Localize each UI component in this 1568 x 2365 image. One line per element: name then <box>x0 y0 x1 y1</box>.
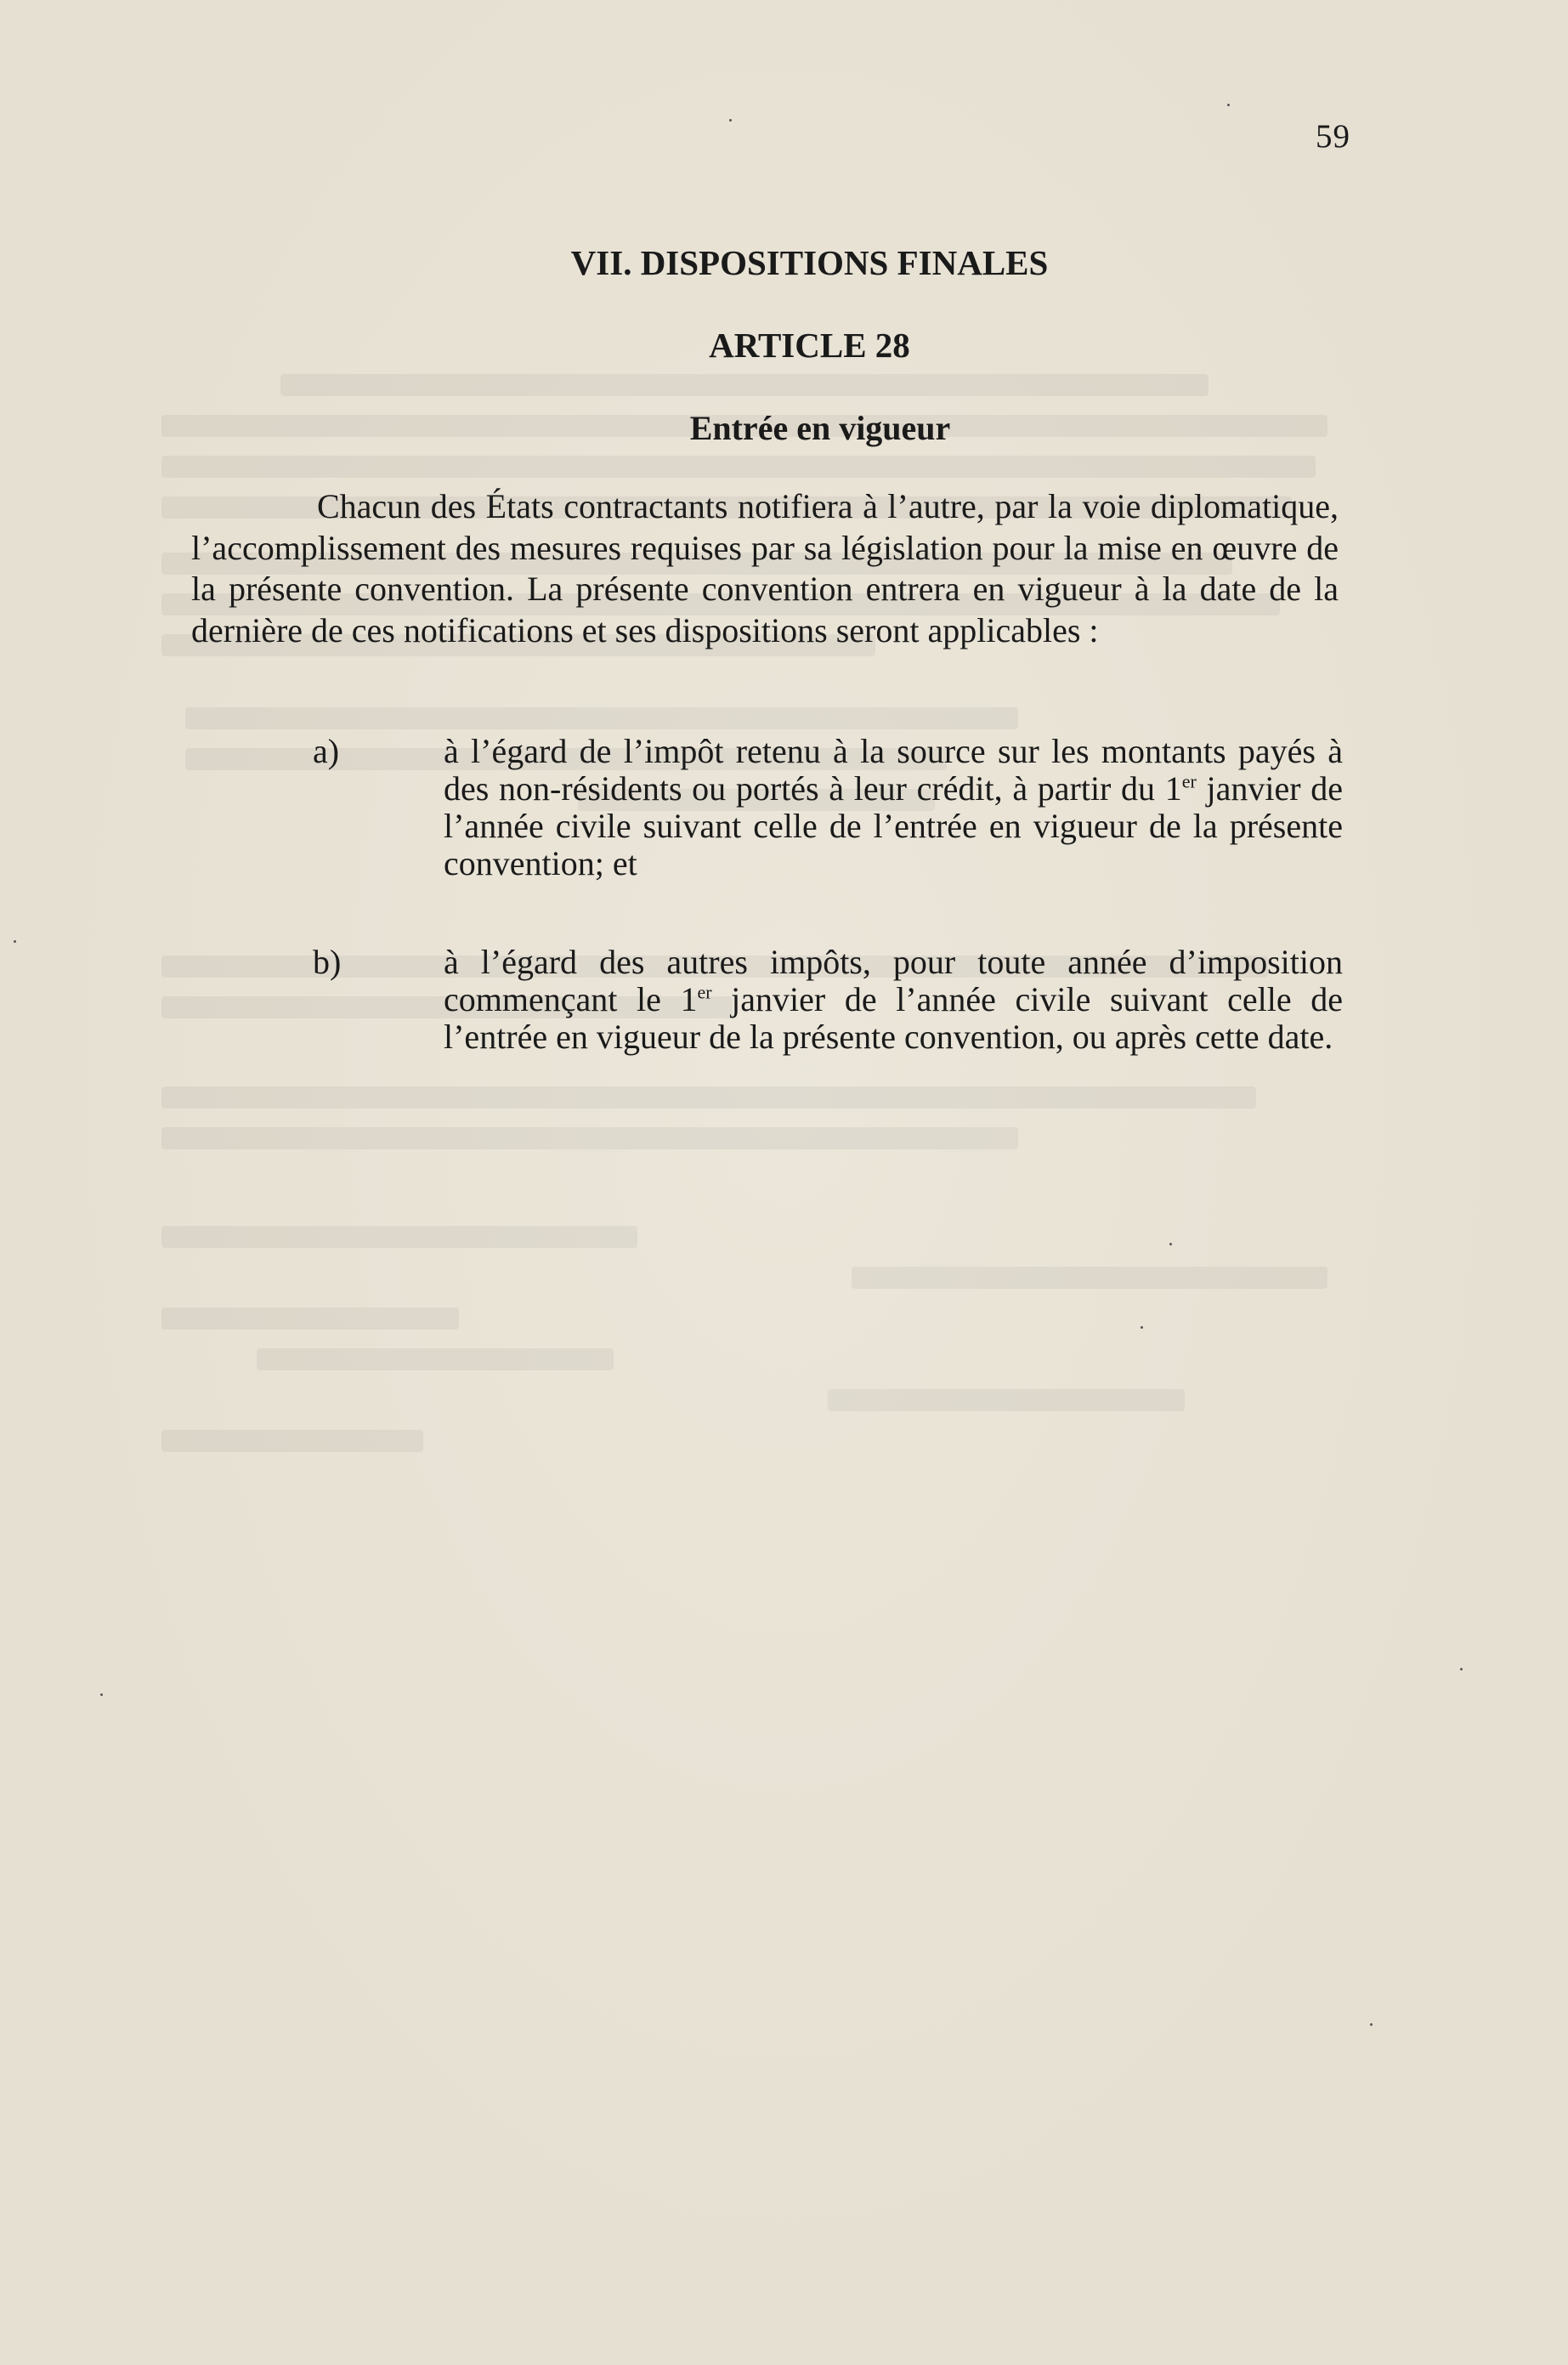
list-item-label: b) <box>313 943 342 981</box>
article-intro-paragraph: Chacun des États contractants notifiera à l’autre, par la voie diplomatique, l’accomplissement des mesures requises par sa législation pour la mise en œuvre de la présente convention. La présente convention entrera en vigueur à la date de la dernière de ces notifications et ses dispositions seront applicables : <box>191 487 1339 649</box>
paper-speck <box>1370 2023 1373 2026</box>
page-number: 59 <box>1316 118 1350 155</box>
paper-speck <box>14 940 16 943</box>
ordinal-superscript: er <box>1181 770 1197 792</box>
list-item-label: a) <box>313 732 340 770</box>
article-title: ARTICLE 28 <box>709 326 910 365</box>
section-title: VII. DISPOSITIONS FINALES <box>570 243 1049 282</box>
paper-speck <box>100 1693 103 1696</box>
article-subtitle: Entrée en vigueur <box>689 409 951 447</box>
paper-speck <box>1227 104 1230 106</box>
ordinal-superscript: er <box>697 981 712 1003</box>
paper-speck <box>729 119 732 122</box>
paper-speck <box>1460 1668 1463 1670</box>
paper-speck <box>1169 1243 1172 1245</box>
list-item-text: à l’égard de l’impôt retenu à la source sur les montants payés à des non-résidents ou portés à leur crédit, à partir du 1er janvier de l’année civile suivant celle de l’entrée en vigueur de la présente convention; et <box>444 732 1344 882</box>
list-item-text: à l’égard des autres impôts, pour toute année d’imposition commençant le 1er janvier de l’année civile suivant celle de l’entrée en vigueur de la présente convention, ou après cette date. <box>444 943 1343 1056</box>
paper-speck <box>1141 1326 1143 1329</box>
